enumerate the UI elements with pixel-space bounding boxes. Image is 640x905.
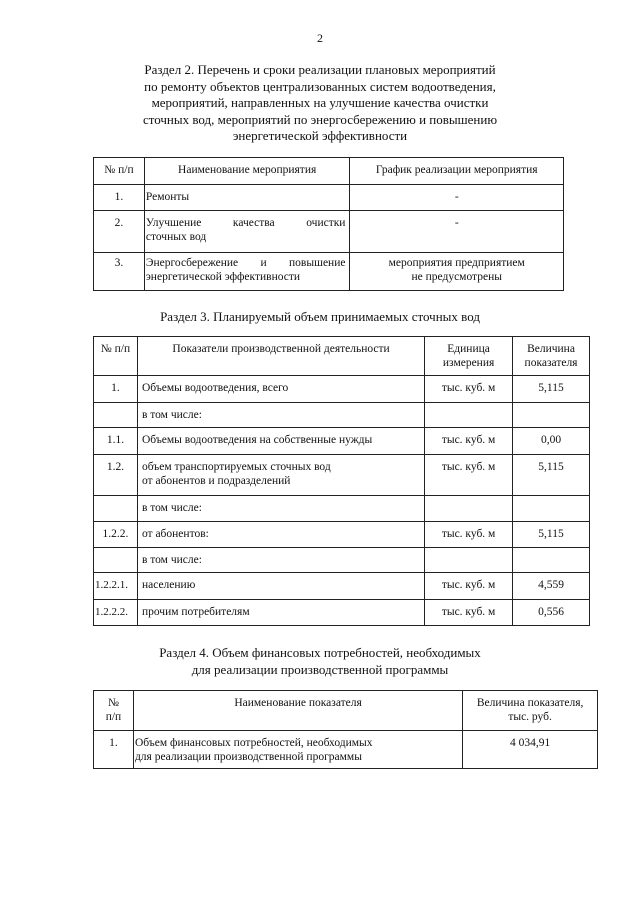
header-name: Наименование мероприятия [144,158,350,185]
table-row [94,600,590,626]
row-value: 4,559 [513,573,590,600]
row-value [513,496,590,522]
section4-title: Раздел 4. Объем финансовых потребностей, необходимых для реализации производственной программы [159,645,481,677]
header-indicator: Показатели производственной деятельности [137,337,424,376]
row-unit: тыс. куб. м [425,376,513,403]
table-row [94,428,590,455]
row-schedule: мероприятия предприятием не предусмотрены [350,253,564,291]
row-value: 0,556 [513,600,590,626]
section2-table [93,157,564,291]
table-row [94,455,590,496]
table-row [94,253,564,291]
page-number: 2 [317,31,323,45]
row-num: 1.2.2.2. [94,600,138,626]
header-num: № п/п [94,337,138,376]
header-unit: Единица измерения [425,337,513,376]
row-num: 1.2.2.1. [94,573,138,600]
row-unit [425,496,513,522]
row-value: 5,115 [513,522,590,548]
row-num: 1.2. [94,455,138,496]
row-unit: тыс. куб. м [425,522,513,548]
table-row [94,496,590,522]
row-unit: тыс. куб. м [425,573,513,600]
row-num [94,496,138,522]
header-schedule: График реализации мероприятия [350,158,564,185]
row-name: Улучшение качества очистки сточных вод [144,211,350,253]
row-value: 4 034,91 [463,731,598,769]
table-row [94,403,590,428]
header-value: Величина показателя [513,337,590,376]
row-indicator: объем транспортируемых сточных вод от абонентов и подразделений [137,455,424,496]
table-row [94,376,590,403]
row-num [94,548,138,573]
row-unit: тыс. куб. м [425,428,513,455]
row-num: 1. [94,185,145,211]
row-indicator: в том числе: [137,548,424,573]
row-num [94,403,138,428]
row-indicator: прочим потребителям [137,600,424,626]
section3-title: Раздел 3. Планируемый объем принимаемых сточных вод [160,309,480,324]
header-num: № п/п [94,158,145,185]
row-num: 3. [94,253,145,291]
row-name: Энергосбережение и повышение энергетической эффективности [144,253,350,291]
row-num: 1.2.2. [94,522,138,548]
row-indicator: Объемы водоотведения, всего [137,376,424,403]
row-unit: тыс. куб. м [425,455,513,496]
row-name: Объем финансовых потребностей, необходимых для реализации производственной программы [133,731,462,769]
row-name: Ремонты [144,185,350,211]
header-name: Наименование показателя [133,691,462,731]
section2-title: Раздел 2. Перечень и сроки реализации плановых мероприятий по ремонту объектов централизованных систем водоотведения, мероприятий, направленных на улучшение качества очистки сточных вод, мероприятий по энергосбережению и повышению энергетической эффективности [142,62,498,143]
row-indicator: в том числе: [137,496,424,522]
row-num: 1. [94,731,134,769]
row-indicator: Объемы водоотведения на собственные нужды [137,428,424,455]
table-row [94,573,590,600]
row-unit [425,403,513,428]
table-row [94,548,590,573]
row-unit [425,548,513,573]
section4-table [93,690,598,769]
row-num: 2. [94,211,145,253]
row-value: 5,115 [513,455,590,496]
row-value: 0,00 [513,428,590,455]
row-indicator: в том числе: [137,403,424,428]
row-num: 1.1. [94,428,138,455]
row-schedule: - [350,185,564,211]
section4-header-row [94,691,598,731]
table-row [94,522,590,548]
section3-header-row [94,337,590,376]
header-num: № п/п [94,691,134,731]
table-row [94,731,598,769]
table-row [94,185,564,211]
row-value [513,548,590,573]
table-row [94,211,564,253]
row-num: 1. [94,376,138,403]
row-unit: тыс. куб. м [425,600,513,626]
row-schedule: - [350,211,564,253]
header-value: Величина показателя, тыс. руб. [463,691,598,731]
row-value [513,403,590,428]
row-indicator: от абонентов: [137,522,424,548]
row-indicator: населению [137,573,424,600]
section2-header-row [94,158,564,185]
section3-table [93,336,590,626]
row-value: 5,115 [513,376,590,403]
